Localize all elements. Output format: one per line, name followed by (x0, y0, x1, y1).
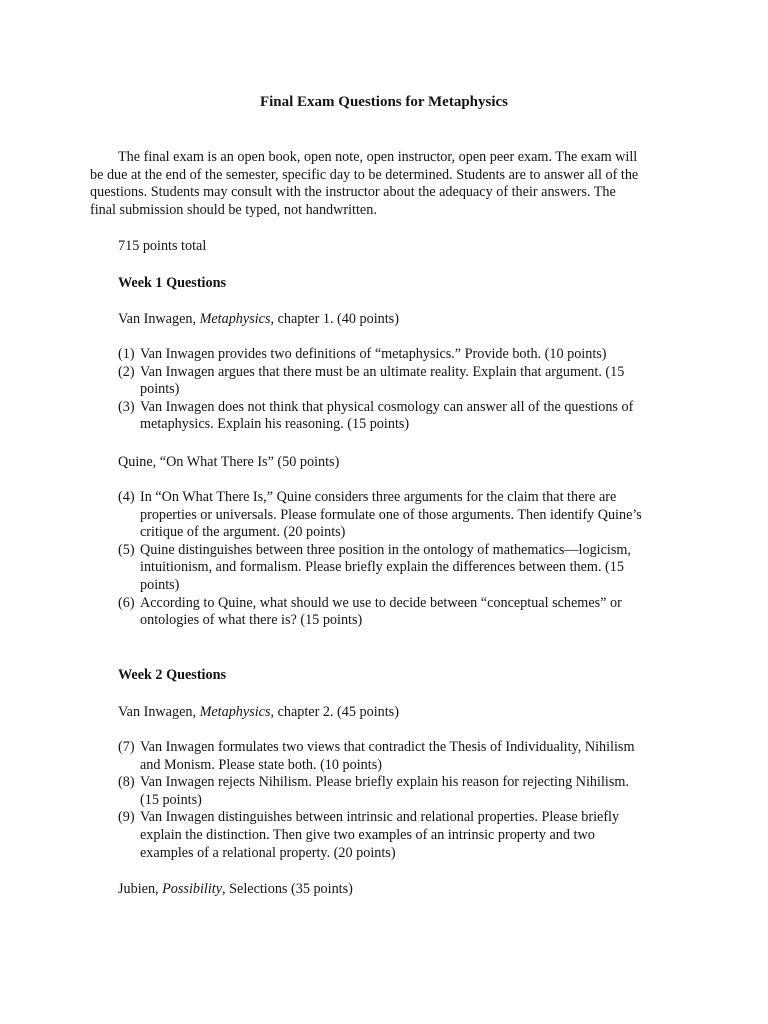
reading-details: , chapter 1. (40 points) (270, 311, 399, 327)
question-6 (118, 595, 678, 630)
intro-line: be due at the end of the semester, specific day to be determined. Students are to answer all of the (90, 166, 639, 183)
question-line: examples of a relational property. (20 points) (140, 844, 396, 861)
week1-questions-1 (118, 346, 678, 434)
week2-reading-2 (118, 881, 678, 899)
reading-author: Van Inwagen, (118, 704, 200, 720)
question-9 (118, 809, 678, 862)
question-line: explain the distinction. Then give two examples of an intrinsic property and two (140, 826, 595, 843)
reading-work: Metaphysics (199, 311, 271, 327)
question-line: Van Inwagen provides two definitions of “metaphysics.” Provide both. (10 points) (140, 346, 607, 362)
question-number: (8) (118, 774, 135, 791)
question-line: and Monism. Please state both. (10 points) (140, 756, 382, 773)
question-number: (5) (118, 541, 135, 558)
question-number: (1) (118, 346, 135, 362)
question-line: Van Inwagen does not think that physical cosmology can answer all of the questions of (140, 398, 634, 415)
question-2 (118, 364, 678, 399)
intro-line: questions. Students may consult with the instructor about the adequacy of their answers. The (90, 184, 616, 201)
reading-details: , Selections (35 points) (222, 881, 353, 897)
question-3 (118, 399, 678, 434)
intro-paragraph (90, 149, 690, 219)
intro-line: The final exam is an open book, open note, open instructor, open peer exam. The exam will (118, 149, 638, 165)
question-line: (15 points) (140, 791, 202, 808)
week1-reading-2: Quine, “On What There Is” (50 points) (118, 454, 340, 470)
reading-author: Jubien, (118, 881, 163, 897)
question-7 (118, 739, 678, 774)
week2-heading: Week 2 Questions (118, 667, 226, 683)
week2-reading-1 (118, 704, 678, 722)
question-line: points) (140, 576, 180, 593)
points-total: 715 points total (118, 238, 207, 254)
question-line: Van Inwagen rejects Nihilism. Please briefly explain his reason for rejecting Nihilism. (140, 774, 629, 791)
question-4 (118, 489, 678, 542)
intro-line: final submission should be typed, not handwritten. (90, 201, 377, 218)
question-5 (118, 542, 678, 595)
reading-work: Metaphysics (199, 704, 271, 720)
question-number: (2) (118, 363, 135, 380)
question-line: Van Inwagen distinguishes between intrinsic and relational properties. Please briefly (140, 809, 620, 826)
question-line: Quine distinguishes between three position in the ontology of mathematics—logicism, (140, 541, 631, 558)
question-line: According to Quine, what should we use to decide between “conceptual schemes” or (140, 594, 622, 611)
question-line: points) (140, 381, 180, 398)
question-line: critique of the argument. (20 points) (140, 524, 346, 541)
reading-author: Van Inwagen, (118, 311, 200, 327)
question-number: (3) (118, 398, 135, 415)
question-number: (9) (118, 809, 135, 826)
week1-heading: Week 1 Questions (118, 275, 226, 291)
question-line: metaphysics. Explain his reasoning. (15 points) (140, 416, 410, 433)
question-line: intuitionism, and formalism. Please briefly explain the differences between them. (15 (140, 559, 624, 576)
question-line: Van Inwagen argues that there must be an ultimate reality. Explain that argument. (15 (140, 363, 625, 380)
question-1 (118, 346, 678, 364)
question-line: properties or universals. Please formulate one of those arguments. Then identify Quine’s (140, 506, 642, 523)
question-line: In “On What There Is,” Quine considers three arguments for the claim that there are (140, 489, 617, 505)
question-8 (118, 774, 678, 809)
page-title: Final Exam Questions for Metaphysics (259, 94, 509, 110)
question-line: ontologies of what there is? (15 points) (140, 612, 363, 629)
reading-details: , chapter 2. (45 points) (270, 704, 399, 720)
week2-questions-1 (118, 739, 678, 862)
reading-work: Possibility (162, 881, 223, 897)
week1-questions-2 (118, 489, 678, 630)
question-number: (4) (118, 489, 135, 505)
question-line: Van Inwagen formulates two views that contradict the Thesis of Individuality, Nihilism (140, 739, 635, 755)
week1-reading-1 (118, 311, 678, 329)
question-number: (7) (118, 739, 135, 755)
question-number: (6) (118, 594, 135, 611)
